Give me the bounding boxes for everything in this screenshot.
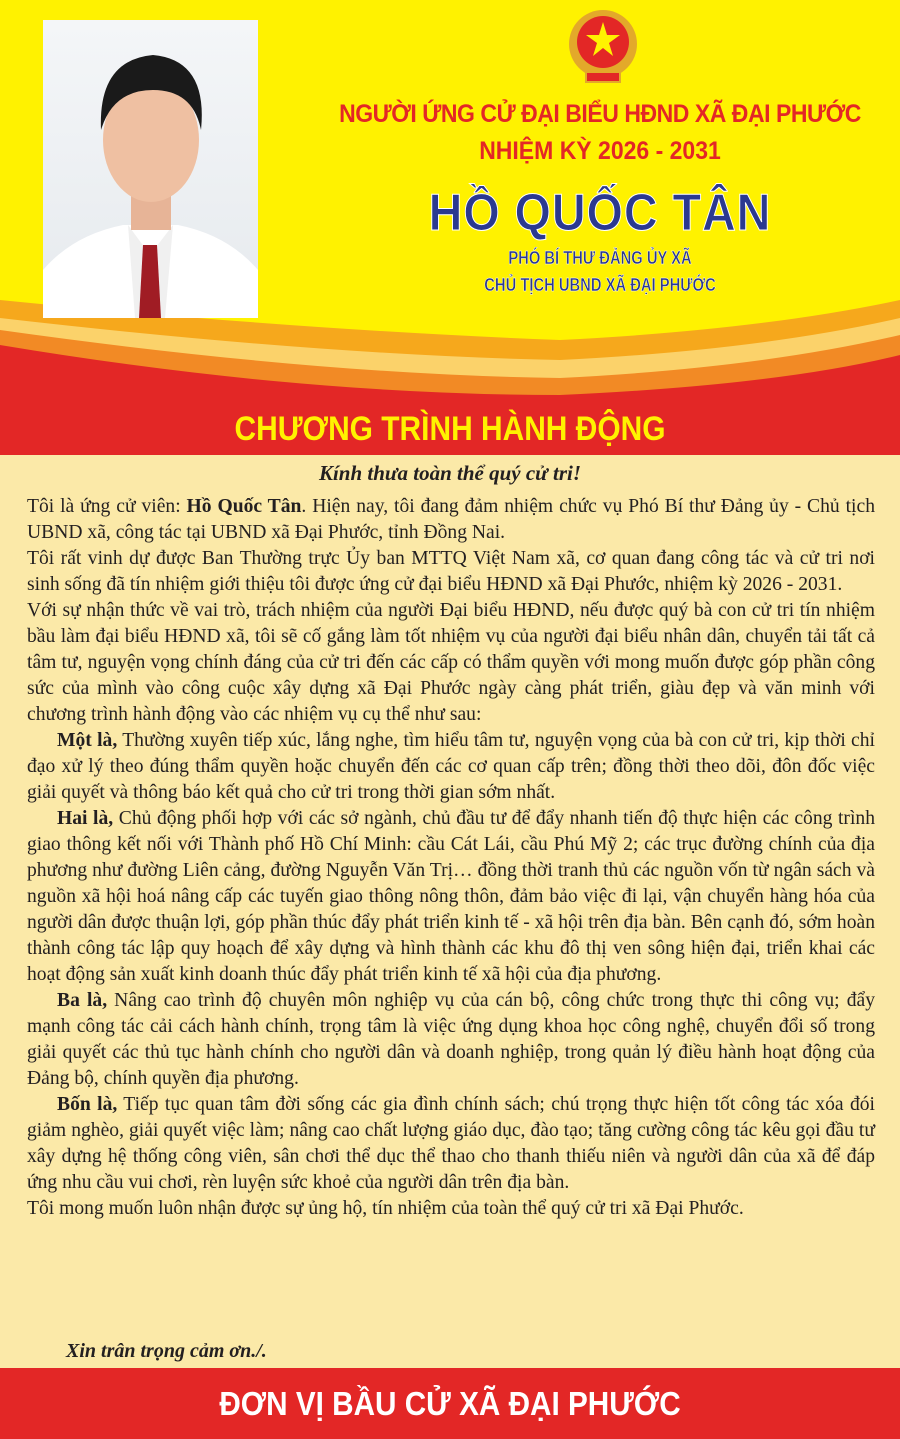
item-1	[27, 728, 875, 806]
candidate-photo	[43, 20, 258, 318]
item-4	[27, 1092, 875, 1196]
greeting: Kính thưa toàn thể quý cử tri!	[318, 461, 582, 485]
item-1-text: Thường xuyên tiếp xúc, lắng nghe, tìm hiểu tâm tư, nguyện vọng của bà con cử tri, kịp thời chỉ đạo xử lý theo đúng thẩm quyền hoặc chuyển đến các cơ quan cấp trên; đồng thời theo dõi, đôn đốc việc giải quyết và thông báo kết quả cho cử tri trong thời gian sớm nhất.	[27, 730, 875, 803]
action-program-text	[27, 494, 875, 1222]
header-line-1: NGƯỜI ỨNG CỬ ĐẠI BIỂU HĐND XÃ ĐẠI PHƯỚC	[339, 100, 861, 128]
header-term: NHIỆM KỲ 2026 - 2031	[479, 137, 721, 165]
commitment-paragraph: Với sự nhận thức về vai trò, trách nhiệm của người Đại biểu HĐND, nếu được quý bà con cử tri tín nhiệm bầu làm đại biểu HĐND xã, tôi sẽ cố gắng làm tốt nhiệm vụ của người đại biểu nhân dân, chuyển tải tất cả tâm tư, nguyện vọng chính đáng của cử tri đến các cấp có thẩm quyền với mong muốn được góp phần công sức của mình vào công cuộc xây dựng xã Đại Phước ngày càng phát triển, giàu đẹp và văn minh với chương trình hành động vào các nhiệm vụ cụ thể như sau:	[27, 600, 875, 725]
candidate-position-1: PHÓ BÍ THƯ ĐẢNG ỦY XÃ	[508, 248, 692, 268]
item-3-text: Nâng cao trình độ chuyên môn nghiệp vụ của cán bộ, công chức trong thực thi công vụ; đẩy mạnh công tác cải cách hành chính, trọng tâm là việc ứng dụng khoa học công nghệ, chuyển đổi số trong giải quyết các thủ tục hành chính cho người dân và doanh nghiệp, trong quản lý điều hành hoạt động của Đảng bộ, chính quyền địa phương.	[27, 990, 875, 1089]
item-4-text: Tiếp tục quan tâm đời sống các gia đình chính sách; chú trọng thực hiện tốt công tác xóa đói giảm nghèo, giải quyết việc làm; nâng cao chất lượng giáo dục, đào tạo; tăng cường công tác kêu gọi đầu tư xây dựng hệ thống công viên, sân chơi thể dục thể thao cho thanh thiếu niên và người dân của xã để đáp ứng nhu cầu vui chơi, rèn luyện sức khoẻ của người dân trên địa bàn.	[27, 1094, 875, 1193]
item-2	[27, 806, 875, 988]
item-1-label: Một là,	[57, 730, 118, 751]
item-2-text: Chủ động phối hợp với các sở ngành, chủ đầu tư để đẩy nhanh tiến độ thực hiện các công trình giao thông kết nối với Thành phố Hồ Chí Minh: cầu Cát Lái, cầu Phú Mỹ 2; các trục đường chính của địa phương như đường Liên cảng, đường Nguyễn Văn Trị… đồng thời tranh thủ các nguồn vốn từ ngân sách và nguồn xã hội hoá nâng cấp các tuyến giao thông nông thôn, đảm bảo việc đi lại, vận chuyển hàng hóa của người dân được thuận lợi, góp phần thúc đẩy phát triển kinh tế - xã hội trên địa bàn. Bên cạnh đó, sớm hoàn thành công tác lập quy hoạch để xây dựng và hình thành các khu đô thị ven sông hiện đại, triển khai các hoạt động sản xuất kinh doanh thúc đẩy phát triển kinh tế xã hội của địa phương.	[27, 808, 875, 985]
intro-text: Tôi là ứng cử viên:	[27, 496, 187, 517]
intro-text-2: . Hiện nay, tôi đang đảm nhiệm chức vụ Phó Bí thư Đảng ủy - Chủ tịch UBND xã, công tác tại UBND xã Đại Phước, tỉnh Đồng Nai.	[27, 496, 875, 543]
thanks-line: Xin trân trọng cảm ơn./.	[66, 1340, 267, 1362]
section-title: CHƯƠNG TRÌNH HÀNH ĐỘNG	[234, 410, 666, 448]
candidate-name: HỒ QUỐC TÂN	[428, 184, 772, 242]
candidate-position-2: CHỦ TỊCH UBND XÃ ĐẠI PHƯỚC	[484, 275, 716, 295]
item-2-label: Hai là,	[57, 808, 114, 829]
intro-name: Hồ Quốc Tân	[186, 496, 302, 517]
closing-paragraph: Tôi mong muốn luôn nhận được sự ủng hộ, tín nhiệm của toàn thể quý cử tri xã Đại Phước.	[27, 1198, 744, 1219]
national-emblem-icon	[566, 8, 640, 88]
footer-text: ĐƠN VỊ BẦU CỬ XÃ ĐẠI PHƯỚC	[219, 1385, 681, 1422]
nomination-paragraph: Tôi rất vinh dự được Ban Thường trực Ủy ban MTTQ Việt Nam xã, cơ quan đang công tác và cử tri nơi sinh sống đã tín nhiệm giới thiệu tôi được ứng cử đại biểu HĐND xã Đại Phước, nhiệm kỳ 2026 - 2031.	[27, 548, 875, 595]
item-3-label: Ba là,	[57, 990, 108, 1011]
intro-paragraph	[27, 494, 875, 546]
item-4-label: Bốn là,	[57, 1094, 118, 1115]
footer-banner	[0, 1368, 900, 1439]
poster-header	[0, 0, 900, 470]
item-3	[27, 988, 875, 1092]
